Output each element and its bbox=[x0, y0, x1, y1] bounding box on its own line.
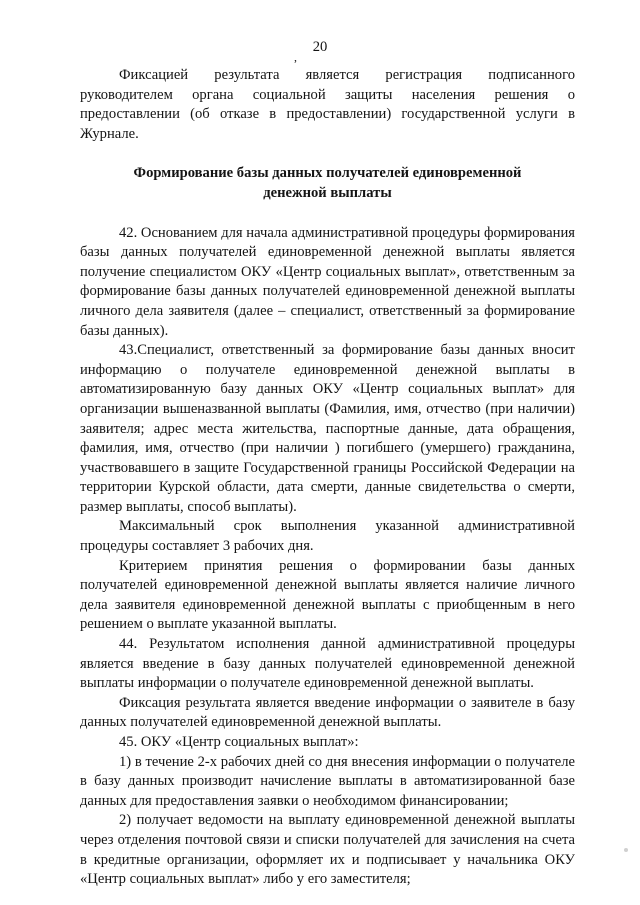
paragraph-fixation: Фиксация результата является введение информации о заявителе в базу данных получателей единовременной денежной выплаты. bbox=[80, 694, 575, 731]
paragraph-44: 44. Результатом исполнения данной административной процедуры является введение в базу данных получателей единовременной денежной выплаты информации о получателе единовременной денежной выплаты. bbox=[80, 636, 575, 692]
list-item-1: 1) в течение 2-х рабочих дней со дня внесения информации о получателе в базу данных производит начисление выплаты в автоматизированной базе данных для предоставления заявки о необходимом финансировании; bbox=[80, 753, 575, 809]
paragraph-42: 42. Основанием для начала административной процедуры формирования базы данных получателей единовременной денежной выплаты является получение специалистом ОКУ «Центр социальных выплат», ответственным за формирование базы данных получателей единовременной денежной выплаты личного дела заявителя (далее – специалист, ответственный за формирование базы данных). bbox=[80, 224, 575, 339]
stray-mark: , bbox=[294, 50, 297, 64]
paragraph-43: 43.Специалист, ответственный за формирование базы данных вносит информацию о получателе единовременной денежной выплаты в автоматизированную базу данных ОКУ «Центр социальных выплат» для организации вышеназванной выплаты (Фамилия, имя, отчество (при наличии) заявителя; адрес места жительства, паспортные данные, дата обращения, фамилия, имя, отчество (при наличии ) погибшего (умершего) гражданина, участвовавшего в защите Государственной границы Российской Федерации на территории Курской области, дата смерти, данные свидетельства о смерти, размер выплаты, способ выплаты). bbox=[80, 342, 575, 515]
page-number: 20 bbox=[312, 39, 328, 55]
scan-dot bbox=[624, 848, 628, 852]
paragraph-result-fixation: Фиксацией результата является регистрация подписанного руководителем органа социальной защиты населения решения о предоставлении (об отказе в предоставлении) государственной услуги в Журнале. bbox=[80, 67, 575, 142]
section-heading: Формирование базы данных получателей единовременной денежной выплаты bbox=[133, 165, 522, 201]
list-item-2: 2) получает ведомости на выплату единовременной денежной выплаты через отделения почтовой связи и списки получателей для зачисления на счета в кредитные организации, оформляет их и подписывает у начальника ОКУ «Центр социальных выплат» либо у его заместителя; bbox=[80, 812, 575, 888]
paragraph-max-term: Максимальный срок выполнения указанной административной процедуры составляет 3 рабочих дня. bbox=[80, 518, 575, 555]
document-body bbox=[80, 66, 575, 890]
paragraph-criterion: Критерием принятия решения о формировании базы данных получателей единовременной денежной выплаты является наличие личного дела заявителя единовременной денежной выплаты с приобщенным в него решением о выплате указанной выплаты. bbox=[80, 557, 575, 633]
paragraph-45: 45. ОКУ «Центр социальных выплат»: bbox=[119, 734, 359, 750]
